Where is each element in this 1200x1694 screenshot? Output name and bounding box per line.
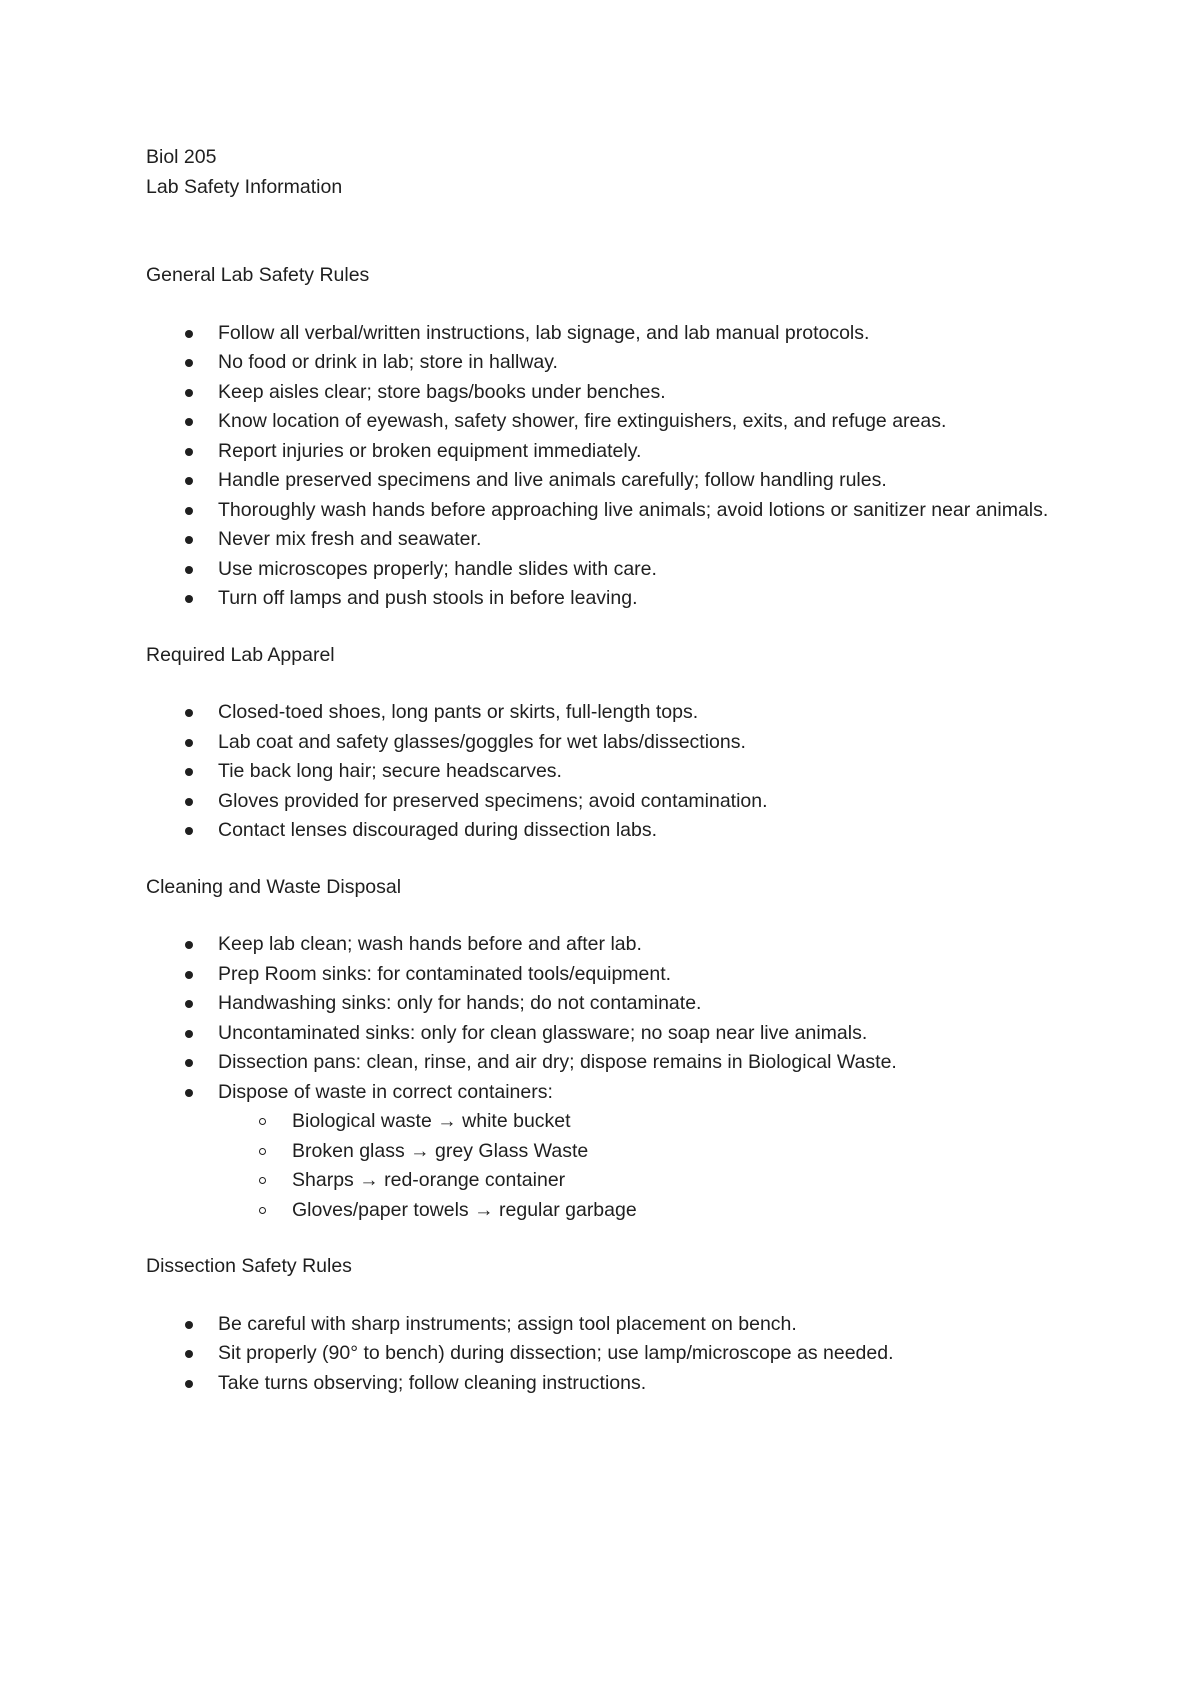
sub-list-item: Gloves/paper towels → regular garbage [292,1196,1080,1226]
section-cleaning-and-waste-disposal [146,873,1080,1226]
bullet-list [146,698,1080,846]
course-code: Biol 205 [146,146,217,168]
sub-bullet-list [218,1107,1080,1225]
list-item: Gloves provided for preserved specimens; avoid contamination. [218,787,1080,817]
list-item: Keep aisles clear; store bags/books under benches. [218,378,1080,408]
list-item-text: Dispose of waste in correct containers: [218,1080,553,1103]
list-item: Uncontaminated sinks: only for clean glassware; no soap near live animals. [218,1019,1080,1049]
list-item: Report injuries or broken equipment immediately. [218,437,1080,467]
list-item [218,1078,1080,1226]
section-heading: Dissection Safety Rules [146,1255,352,1277]
list-item: Take turns observing; follow cleaning instructions. [218,1369,1080,1399]
bullet-list [146,1310,1080,1399]
list-item: Keep lab clean; wash hands before and after lab. [218,930,1080,960]
list-item: Turn off lamps and push stools in before leaving. [218,584,1080,614]
list-item: Closed-toed shoes, long pants or skirts, full-length tops. [218,698,1080,728]
list-item: Know location of eyewash, safety shower, fire extinguishers, exits, and refuge areas. [218,407,1080,437]
section-heading: Cleaning and Waste Disposal [146,875,402,898]
sub-list-item: Broken glass → grey Glass Waste [292,1137,1080,1167]
bullet-list [146,930,1080,1225]
list-item: Use microscopes properly; handle slides with care. [218,555,1080,585]
list-item: No food or drink in lab; store in hallway. [218,348,1080,378]
bullet-list [146,319,1080,614]
section-dissection-safety-rules [146,1252,1080,1398]
list-item: Handle preserved specimens and live animals carefully; follow handling rules. [218,466,1080,496]
section-heading: General Lab Safety Rules [146,264,370,286]
list-item: Dissection pans: clean, rinse, and air dry; dispose remains in Biological Waste. [218,1048,1080,1078]
list-item: Tie back long hair; secure headscarves. [218,757,1080,787]
list-item: Sit properly (90° to bench) during dissection; use lamp/microscope as needed. [218,1339,1080,1369]
list-item: Never mix fresh and seawater. [218,525,1080,555]
section-heading: Required Lab Apparel [146,643,335,666]
section-general-lab-safety-rules [146,261,1080,614]
header-spacer [146,202,1080,261]
sub-list-item: Biological waste → white bucket [292,1107,1080,1137]
section-required-lab-apparel [146,641,1080,846]
document-title: Lab Safety Information [146,175,343,198]
list-item: Prep Room sinks: for contaminated tools/equipment. [218,960,1080,990]
list-item: Lab coat and safety glasses/goggles for wet labs/dissections. [218,728,1080,758]
list-item: Handwashing sinks: only for hands; do not contaminate. [218,989,1080,1019]
list-item: Follow all verbal/written instructions, lab signage, and lab manual protocols. [218,319,1080,349]
list-item: Be careful with sharp instruments; assign tool placement on bench. [218,1310,1080,1340]
list-item: Contact lenses discouraged during dissection labs. [218,816,1080,846]
sub-list-item: Sharps → red-orange container [292,1166,1080,1196]
list-item: Thoroughly wash hands before approaching live animals; avoid lotions or sanitizer near animals. [218,496,1080,526]
